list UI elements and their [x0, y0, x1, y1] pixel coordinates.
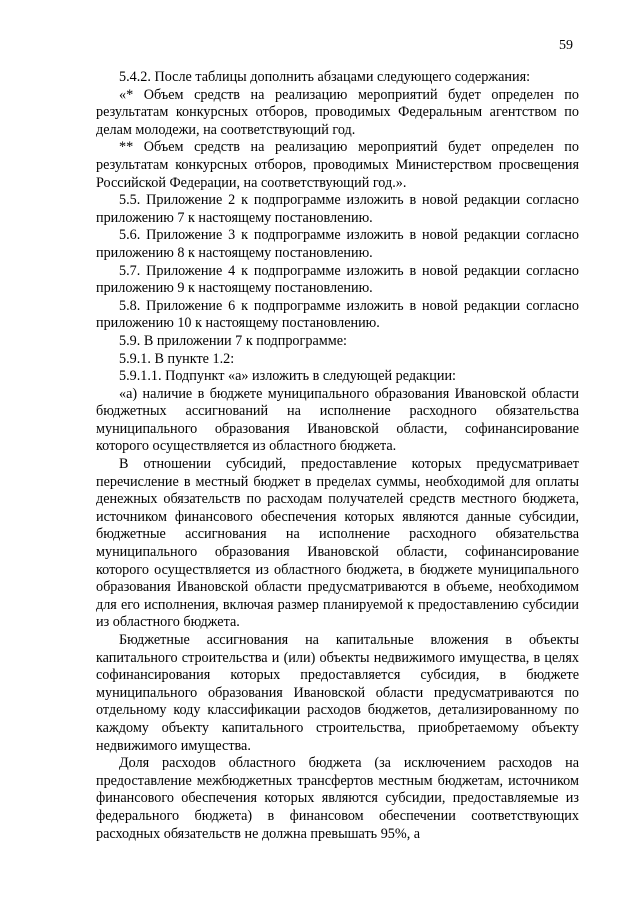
paragraph-budget-share: Доля расходов областного бюджета (за исключением расходов на предоставление межбюджетных трансфертов местным бюджетам, источником финансового обеспечения которых являются субсидии, предоставляемые из федерального бюджета) в финансовом обеспечении соответствующих расходных обязательств не должна превышать 95%, а: [96, 755, 579, 842]
page-number: 59: [559, 38, 573, 53]
paragraph-5-5: 5.5. Приложение 2 к подпрограмме изложить в новой редакции согласно приложению 7 к настоящему постановлению.: [96, 192, 579, 226]
paragraph-capital-investments: Бюджетные ассигнования на капитальные вложения в объекты капитального строительства и (или) объекты недвижимого имущества, в целях софинансирования которых предоставляется субсидия, в бюджете муниципального образования Ивановской области предусматриваются по отдельному коду классификации расходов бюджетов, детализированному по каждому объекту капитального строительства, приобретаемому объекту недвижимого имущества.: [96, 632, 579, 754]
paragraph-subsidies: В отношении субсидий, предоставление которых предусматривает перечисление в местный бюджет в пределах суммы, необходимой для оплаты денежных обязательств по расходам получателей средств местного бюджета, источником финансового обеспечения которых являются данные субсидии, бюджетные ассигнования на исполнение расходного обязательства муниципального образования Ивановской области, софинансирование которого осуществляется из областного бюджета, в бюджете муниципального образования Ивановской области предусматриваются в объеме, необходимом для его исполнения, включая размер планируемой к предоставлению субсидии из областного бюджета.: [96, 456, 579, 631]
paragraph-5-6: 5.6. Приложение 3 к подпрограмме изложить в новой редакции согласно приложению 8 к настоящему постановлению.: [96, 227, 579, 261]
paragraph-footnote-1: «* Объем средств на реализацию мероприятий будет определен по результатам конкурсных отборов, проводимых Федеральным агентством по делам молодежи, на соответствующий год.: [96, 86, 579, 138]
paragraph-5-9-1-1: 5.9.1.1. Подпункт «а» изложить в следующей редакции:: [119, 368, 456, 385]
paragraph-5-8: 5.8. Приложение 6 к подпрограмме изложить в новой редакции согласно приложению 10 к настоящему постановлению.: [96, 297, 579, 332]
paragraph-5-4-2: 5.4.2. После таблицы дополнить абзацами следующего содержания:: [119, 69, 531, 85]
paragraph-subitem-a: «а) наличие в бюджете муниципального образования Ивановской области бюджетных ассигнований на исполнение расходного обязательства муниципального образования Ивановской области, софинансирование которого осуществляется из областного бюджета.: [96, 385, 579, 455]
paragraph-footnote-2: ** Объем средств на реализацию мероприятий будет определен по результатам конкурсных отборов, проводимых Министерством просвещения Российской Федерации, на соответствующий год.».: [96, 139, 579, 191]
paragraph-5-9: 5.9. В приложении 7 к подпрограмме:: [119, 332, 347, 349]
paragraph-5-7: 5.7. Приложение 4 к подпрограмме изложить в новой редакции согласно приложению 9 к настоящему постановлению.: [96, 262, 579, 297]
document-body: [96, 69, 579, 843]
paragraph-5-9-1: 5.9.1. В пункте 1.2:: [119, 350, 235, 367]
